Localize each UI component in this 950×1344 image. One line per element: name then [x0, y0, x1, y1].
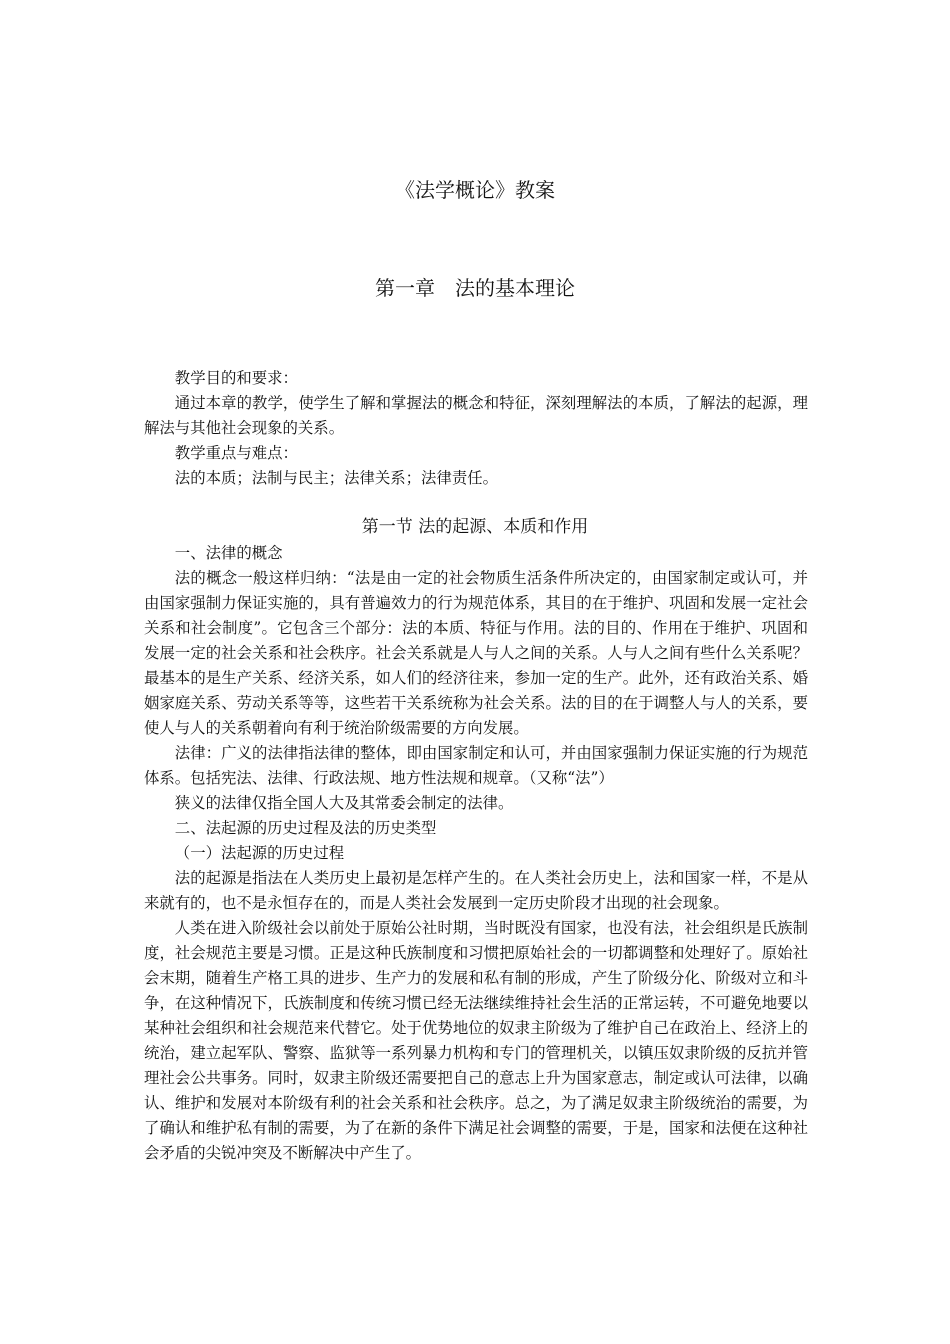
paragraph-broad-law: 法律：广义的法律指法律的整体，即由国家制定和认可，并由国家强制力保证实施的行为规范体系。包括宪法、法律、行政法规、地方性法规和规章。（又称“法”） [144, 744, 808, 787]
paragraph-concept: 法的概念一般这样归纳：“法是由一定的社会物质生活条件所决定的，由国家制定或认可，并由国家强制力保证实施的，具有普遍效力的行为规范体系，其目的在于维护、巩固和发展一定社会关系和社会制度”。它包含三个部分：法的本质、特征与作用。法的目的、作用在于维护、巩固和发展一定的社会关系和社会秩序。社会关系就是人与人之间的关系。人与人之间有些什么关系呢？最基本的是生产关系、经济关系，如人们的经济往来，参加一定的生产。此外，还有政治关系、婚姻家庭关系、劳动关系等等，这些若干关系统称为社会关系。法的目的在于调整人与人的关系，要使人与人的关系朝着向有利于统治阶级需要的方向发展。 [144, 569, 808, 737]
focus-paragraph: 法的本质；法制与民主；法律关系；法律责任。 [174, 469, 499, 487]
paragraph-origin: 法的起源是指法在人类历史上最初是怎样产生的。在人类社会历史上，法和国家一样，不是从来就有的，也不是永恒存在的，而是人类社会发展到一定历史阶段才出现的社会现象。 [144, 869, 808, 912]
section-body [144, 541, 808, 1166]
section-title: 第一节 法的起源、本质和作用 [361, 517, 589, 537]
objectives-paragraph: 通过本章的教学，使学生了解和掌握法的概念和特征，深刻理解法的本质，了解法的起源，理解法与其他社会现象的关系。 [144, 394, 808, 437]
focus-heading: 教学重点与难点： [174, 444, 298, 462]
subheading-origin-types: 二、法起源的历史过程及法的历史类型 [174, 819, 437, 837]
objectives-heading: 教学目的和要求： [174, 369, 298, 387]
document-title: 《法学概论》教案 [395, 178, 555, 202]
paragraph-narrow-law: 狭义的法律仅指全国人大及其常委会制定的法律。 [174, 794, 514, 812]
subheading-concept: 一、法律的概念 [174, 544, 283, 562]
paragraph-history: 人类在进入阶级社会以前处于原始公社时期，当时既没有国家，也没有法，社会组织是氏族制度，社会规范主要是习惯。正是这种氏族制度和习惯把原始社会的一切都调整和处理好了。原始社会末期，随着生产格工具的进步、生产力的发展和私有制的形成，产生了阶级分化、阶级对立和斗争，在这种情况下，氏族制度和传统习惯已经无法继续维持社会生活的正常运转，不可避免地要以某种社会组织和社会规范来代替它。处于优势地位的奴隶主阶级为了维护自己在政治上、经济上的统治，建立起军队、警察、监狱等一系列暴力机构和专门的管理机关，以镇压奴隶阶级的反抗并管理社会公共事务。同时，奴隶主阶级还需要把自己的意志上升为国家意志，制定或认可法律，以确认、维护和发展对本阶级有利的社会关系和社会秩序。总之，为了满足奴隶主阶级统治的需要，为了确认和维护私有制的需要，为了在新的条件下满足社会调整的需要，于是，国家和法便在这种社会矛盾的尖锐冲突及不断解决中产生了。 [144, 919, 808, 1162]
intro-block [144, 366, 808, 491]
chapter-title: 第一章 法的基本理论 [375, 276, 575, 300]
subheading-origin-process: （一）法起源的历史过程 [174, 844, 345, 862]
